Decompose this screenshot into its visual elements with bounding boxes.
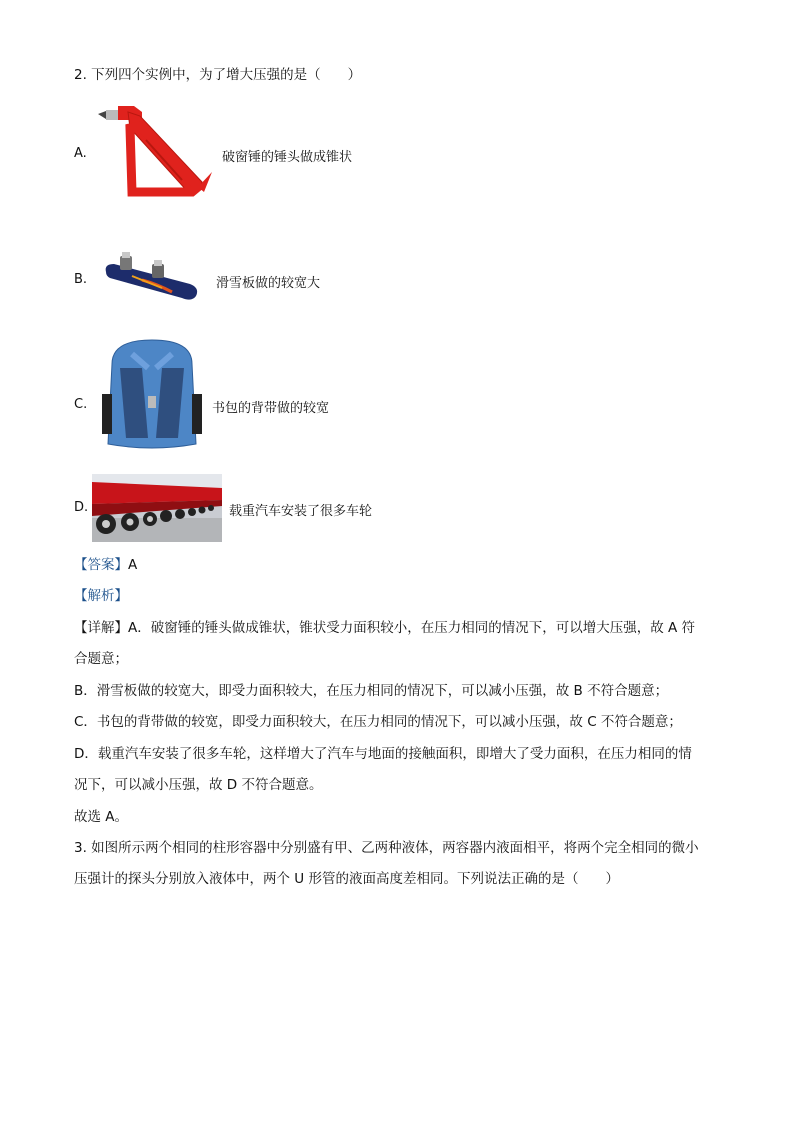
option-c-letter: C.	[74, 397, 88, 412]
option-a-letter: A.	[74, 146, 87, 161]
answer-line	[74, 556, 137, 574]
option-b-letter: B.	[74, 272, 88, 287]
answer-value: A	[128, 557, 138, 573]
question-3-line-1: 3. 如图所示两个相同的柱形容器中分别盛有甲、乙两种液体，两容器内液面相平，将两个完全相同的微小	[74, 840, 699, 856]
snowboard-image	[102, 244, 202, 308]
detail-text: A．破窗锤的锤头做成锥状，锥状受力面积较小，在压力相同的情况下，可以增大压强，故 A 符	[128, 620, 696, 636]
question-2-stem: 2. 下列四个实例中，为了增大压强的是（ ）	[74, 67, 362, 83]
conclusion: 故选 A。	[74, 809, 129, 825]
backpack-image	[92, 334, 212, 454]
detail-line-4: C．书包的背带做的较宽，即受力面积较大，在压力相同的情况下，可以减小压强，故 C 不符合题意；	[74, 714, 682, 730]
answer-tag: 【答案】	[74, 557, 128, 573]
question-3-line-2: 压强计的探头分别放入液体中，两个 U 形管的液面高度差相同。下列说法正确的是（ ）	[74, 871, 619, 887]
option-a-text: 破窗锤的锤头做成锥状	[222, 150, 353, 165]
analysis-tag: 【解析】	[74, 588, 128, 604]
detail-line-1	[74, 619, 695, 637]
option-d-letter: D.	[74, 500, 89, 515]
option-d-text: 载重汽车安装了很多车轮	[229, 504, 373, 519]
option-b-text: 滑雪板做的较宽大	[216, 276, 321, 291]
truck-image	[92, 474, 222, 542]
detail-line-6: 况下，可以减小压强，故 D 不符合题意。	[74, 777, 323, 793]
detail-line-3: B．滑雪板做的较宽大，即受力面积较大，在压力相同的情况下，可以减小压强，故 B 不符合题意；	[74, 683, 669, 699]
detail-line-2: 合题意；	[74, 651, 128, 667]
detail-line-5: D．载重汽车安装了很多车轮，这样增大了汽车与地面的接触面积，即增大了受力面积，在压力相同的情	[74, 746, 692, 762]
detail-tag: 【详解】	[74, 620, 128, 636]
option-c-text: 书包的背带做的较宽	[212, 401, 330, 416]
hammer-image	[92, 92, 217, 217]
